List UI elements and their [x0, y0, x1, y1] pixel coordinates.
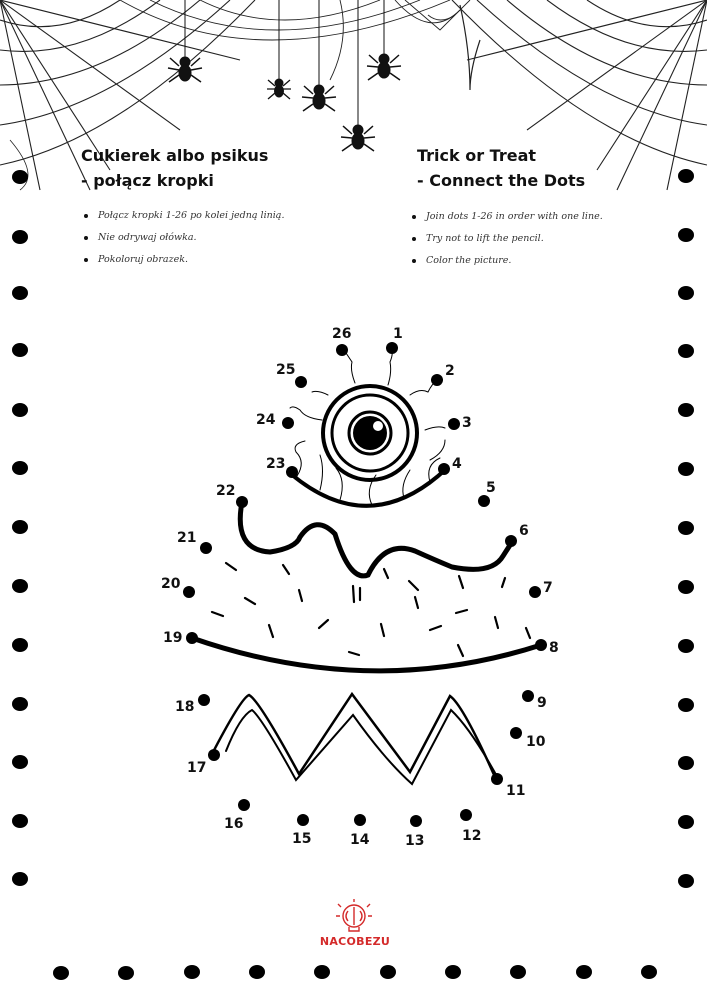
- instruction-item: Color the picture.: [410, 250, 603, 272]
- instruction-item: Pokoloruj obrazek.: [82, 249, 284, 271]
- dot-label-6: 6: [519, 523, 529, 539]
- dot-19: [186, 632, 198, 644]
- wrapper-top-line: [192, 638, 541, 671]
- wrapper-zigzag-inner: [226, 710, 500, 784]
- dot-label-17: 17: [187, 760, 207, 776]
- dot-label-13: 13: [405, 833, 425, 849]
- heading-english: [417, 143, 585, 193]
- spider-icon: [367, 0, 401, 80]
- dot-17: [208, 749, 220, 761]
- instruction-item: Nie odrywaj ołówka.: [82, 227, 284, 249]
- dot-label-11: 11: [506, 783, 526, 799]
- dot-22: [236, 496, 248, 508]
- dot-6: [505, 535, 517, 547]
- dot-label-23: 23: [266, 456, 286, 472]
- instructions-english: [410, 206, 603, 272]
- heading-polish: [81, 143, 268, 193]
- dot-label-5: 5: [486, 480, 496, 496]
- monster-mouth: [291, 469, 446, 506]
- lightbulb-brain-icon: [336, 899, 372, 931]
- dotted-border: [12, 169, 694, 980]
- cobweb-center-icon: [120, 0, 480, 90]
- dot-label-25: 25: [276, 362, 296, 378]
- dot-label-2: 2: [445, 363, 455, 379]
- heading-english-line1: Trick or Treat: [417, 146, 537, 165]
- dot-7: [529, 586, 541, 598]
- dot-4: [438, 463, 450, 475]
- wrapper-zigzag-outer: [211, 694, 495, 777]
- instruction-item: Join dots 1-26 in order with one line.: [410, 206, 603, 228]
- dot-21: [200, 542, 212, 554]
- dot-label-19: 19: [163, 630, 183, 646]
- dot-8: [535, 639, 547, 651]
- dot-23: [286, 466, 298, 478]
- dot-label-9: 9: [537, 695, 547, 711]
- dot-label-21: 21: [177, 530, 197, 546]
- dot-label-24: 24: [256, 412, 276, 428]
- dot-label-14: 14: [350, 832, 370, 848]
- brand-logo-text: NACOBEZU: [319, 935, 391, 948]
- dot-15: [297, 814, 309, 826]
- heading-polish-line1: Cukierek albo psikus: [81, 146, 269, 165]
- connect-dots: [183, 342, 547, 827]
- dot-24: [282, 417, 294, 429]
- dot-label-18: 18: [175, 699, 195, 715]
- dot-label-10: 10: [526, 734, 546, 750]
- sprinkles: [212, 563, 530, 656]
- instructions-polish: [82, 205, 284, 271]
- dot-10: [510, 727, 522, 739]
- spider-icon: [168, 0, 202, 82]
- dot-label-22: 22: [216, 483, 236, 499]
- dot-13: [410, 815, 422, 827]
- dot-18: [198, 694, 210, 706]
- monster-eye-pupil: [353, 416, 387, 450]
- spider-icon: [302, 0, 336, 111]
- dot-9: [522, 690, 534, 702]
- dot-label-26: 26: [332, 326, 352, 342]
- dot-label-20: 20: [161, 576, 181, 592]
- dot-26: [336, 344, 348, 356]
- dot-3: [448, 418, 460, 430]
- dot-label-3: 3: [462, 415, 472, 431]
- dot-25: [295, 376, 307, 388]
- dot-2: [431, 374, 443, 386]
- dot-label-7: 7: [543, 580, 553, 596]
- dot-1: [386, 342, 398, 354]
- spider-icon: [267, 0, 291, 99]
- instruction-item: Try not to lift the pencil.: [410, 228, 603, 250]
- dot-16: [238, 799, 250, 811]
- dot-label-12: 12: [462, 828, 482, 844]
- heading-english-line2: - Connect the Dots: [417, 171, 586, 190]
- frosting-line: [240, 502, 512, 576]
- dot-12: [460, 809, 472, 821]
- dot-label-4: 4: [452, 456, 462, 472]
- dot-14: [354, 814, 366, 826]
- dot-5: [478, 495, 490, 507]
- heading-polish-line2: - połącz kropki: [81, 171, 214, 190]
- instruction-item: Połącz kropki 1-26 po kolei jedną linią.: [82, 205, 284, 227]
- dot-label-1: 1: [393, 326, 403, 342]
- dot-20: [183, 586, 195, 598]
- dot-label-16: 16: [224, 816, 244, 832]
- cupcake-monster-drawing: [192, 350, 541, 784]
- dot-11: [491, 773, 503, 785]
- dot-label-15: 15: [292, 831, 312, 847]
- dot-label-8: 8: [549, 640, 559, 656]
